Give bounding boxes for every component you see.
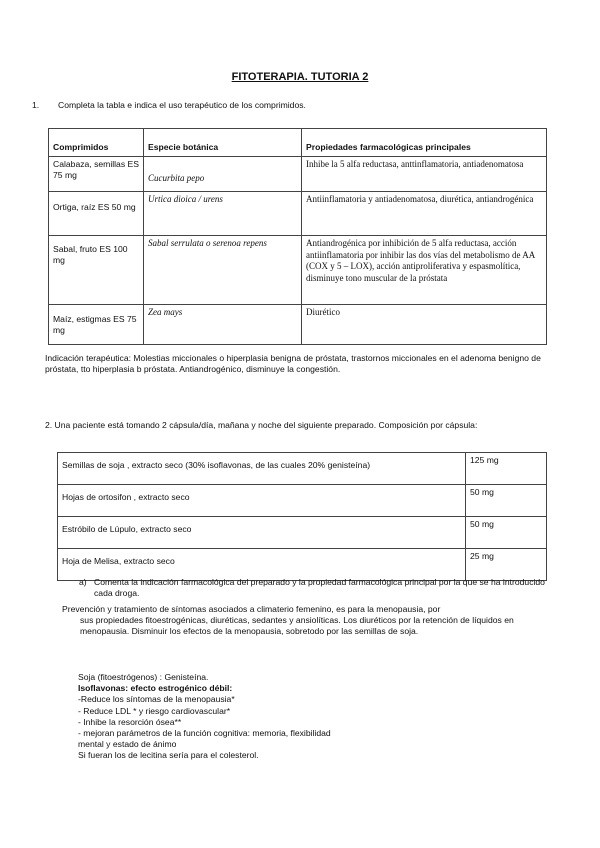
question-2: 2. Una paciente está tomando 2 cápsula/día, mañana y noche del siguiente preparado. Composición por cápsula:: [45, 420, 478, 430]
header-comprimidos: Comprimidos: [49, 129, 144, 157]
cell-propiedades: Antiandrogénica por inhibición de 5 alfa reductasa, acción antiinflamatoria por inhibir las dos vías del metabolismo de AA (COX y 5 – LOX), acción antiproliferativa y espasmolítica, disminuye tono muscular de la próstata: [302, 236, 547, 305]
therapeutic-indication: Indicación terapéutica: Molestias miccionales o hiperplasia benigna de próstata, trastornos miccionales en el adenoma benigno de próstata, tto hiperplasia b próstata. Antiandrogénico, disminuye la congestión.: [45, 353, 541, 375]
question-1: [32, 100, 306, 111]
table-row: [58, 485, 547, 517]
cell-amount: 25 mg: [466, 549, 547, 581]
page-title: FITOTERAPIA. TUTORIA 2: [231, 71, 369, 83]
list-item: - Reduce LDL * y riesgo cardiovascular*: [78, 705, 231, 716]
table-header-row: [49, 129, 547, 157]
cell-propiedades: Inhibe la 5 alfa reductasa, anttinflamatoria, antiadenomatosa: [302, 157, 547, 192]
cell-amount: 50 mg: [466, 485, 547, 517]
cell-ingredient: Hojas de ortosifon , extracto seco: [58, 485, 466, 517]
table-row: [49, 157, 547, 192]
table-row: [49, 236, 547, 305]
table-row: [58, 453, 547, 485]
cell-especie: Sabal serrulata o serenoa repens: [144, 236, 302, 305]
cell-amount: 50 mg: [466, 517, 547, 549]
cell-especie: Cucurbita pepo: [144, 157, 302, 192]
answer-2a-line2: sus propiedades fitoestrogénicas, diuréticas, sedantes y ansiolíticas. Los diuréticos por la retención de líquidos en menopausia. Disminuir los efectos de la menopausia, sobretodo por las semillas de soja.: [80, 615, 514, 637]
cell-especie: Urtica dioica / urens: [144, 192, 302, 236]
cell-ingredient: Semillas de soja , extracto seco (30% isoflavonas, de las cuales 20% genisteína): [58, 453, 466, 485]
soy-footer: Si fueran los de lecitina sería para el colesterol.: [78, 750, 259, 761]
cell-comprimido: Sabal, fruto ES 100 mg: [49, 236, 144, 305]
table-row: [49, 305, 547, 345]
cell-ingredient: Hoja de Melisa, extracto seco: [58, 549, 466, 581]
header-especie: Especie botánica: [144, 129, 302, 157]
cell-especie: Zea mays: [144, 305, 302, 345]
list-item: - mejoran parámetros de la función cognitiva: memoria, flexibilidad mental y estado de ánimo: [78, 727, 331, 750]
cell-propiedades: Antiinflamatoria y antiadenomatosa, diurética, antiandrogénica: [302, 192, 547, 236]
list-item: - Inhibe la resorción ósea**: [78, 716, 182, 727]
cell-amount: 125 mg: [466, 453, 547, 485]
soy-notes: [78, 672, 378, 761]
list-item: -Reduce los síntomas de la menopausia*: [78, 694, 235, 705]
cell-comprimido: Ortiga, raíz ES 50 mg: [49, 192, 144, 236]
cell-propiedades: Diurético: [302, 305, 547, 345]
soy-subheading: Isoflavonas: efecto estrogénico débil:: [78, 683, 233, 694]
question-2a-text: Comenta la indicación farmacológica del preparado y la propiedad farmacológica principal por la que se ha introducido cada droga.: [94, 577, 545, 599]
table-row: [58, 549, 547, 581]
header-propiedades: Propiedades farmacológicas principales: [302, 129, 547, 157]
composition-table: [57, 452, 547, 581]
question-2a-label: a): [79, 577, 87, 587]
question-1-number: 1.: [32, 100, 40, 110]
answer-2a: [62, 604, 532, 638]
question-2a: [79, 577, 552, 599]
table-row: [58, 517, 547, 549]
cell-ingredient: Estróbilo de Lúpulo, extracto seco: [58, 517, 466, 549]
soy-heading: Soja (fitoestrógenos) : Genisteína.: [78, 672, 209, 682]
plants-table: [48, 128, 547, 345]
question-1-text: Completa la tabla e indica el uso terapéutico de los comprimidos.: [58, 100, 306, 110]
cell-comprimido: Calabaza, semillas ES 75 mg: [49, 157, 144, 192]
cell-comprimido: Maíz, estigmas ES 75 mg: [49, 305, 144, 345]
table-row: [49, 192, 547, 236]
answer-2a-line1: Prevención y tratamiento de síntomas asociados a climaterio femenino, es para la menopausia, por: [62, 604, 441, 614]
